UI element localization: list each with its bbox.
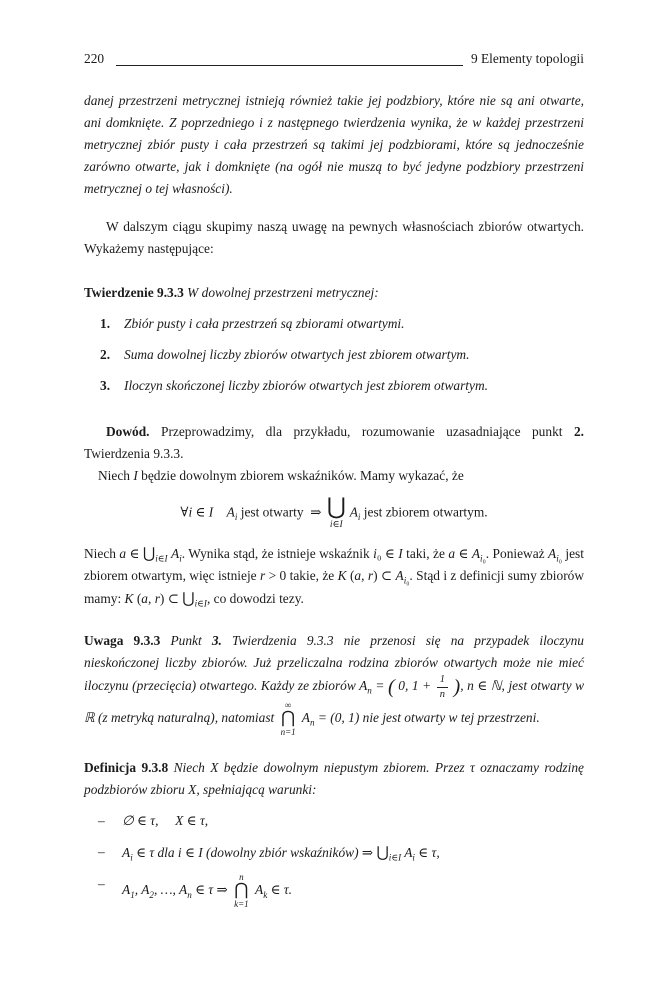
theorem-item-2 (100, 344, 584, 366)
remark-paragraph (84, 630, 584, 737)
theorem-heading (84, 282, 584, 304)
definition-condition-1 (98, 810, 584, 832)
chapter-running-title: 9 Elementy topologii (470, 51, 584, 66)
proof-intro-text: Przeprowadzimy, dla przykładu, rozumowanie uzasadniające punkt 2. Twierdzenia 9.3.3. (84, 424, 584, 461)
theorem-item-number: 1. (100, 316, 111, 331)
definition-condition-2 (98, 841, 584, 864)
dash-marker: – (98, 812, 105, 828)
theorem-label: Twierdzenie 9.3.3 (84, 285, 184, 300)
intro-paragraph: danej przestrzeni metrycznej istnieją również takie jej podzbiory, które nie są ani otwarte, ani domknięte. Z poprzedniego i z następnego twierdzenia wynika, że w każdej przestrzeni metrycznej zbiór pusty i cała przestrzeń są takimi jej podzbiorami, które są jednocześnie zarówno otwarte, jak i domknięte (na ogół nie muszą to być jedyne podzbiory przestrzeni metrycznej o tej własności). (84, 93, 584, 196)
definition-label: Definicja 9.3.8 (84, 759, 169, 775)
definition-body: Niech X będzie dowolnym niepustym zbiorem. Przez τ oznaczamy rodzinę podzbiorów zbioru X, spełniającą warunki: (84, 759, 584, 797)
proof-section (84, 421, 584, 610)
theorem-intro: W dowolnej przestrzeni metrycznej: (187, 285, 379, 300)
dash-marker: – (98, 843, 105, 859)
display-formula: ∀i ∈ I $A_i$ jest otwarty ⇒ ⋃ i∈I $A_i$ jest zbiorem otwartym. (180, 494, 488, 530)
definition-paragraph (84, 757, 584, 801)
condition-text: $A_1$, $A_2$, …, $A_n$ ∈ τ ⇒ n ⋂ k=1 $A_k$ ∈ τ. (122, 871, 292, 909)
proof-body: Niech a ∈ $⋃_{i\in I}$ $A_i$. Wynika stąd, że istnieje wskaźnik i₀ ∈ I taki, że a ∈ $A_{i_0}$. Ponieważ $A_{i_0}$ jest zbiorem otwartym, więc istnieje r > 0 takie, że K (a, r) ⊂ $A_{i_0}$. Stąd i z definicji sumy zbiorów mamy: K (a, r) ⊂ $⋃_{i\in I}$, co dowodzi tezy. (84, 543, 585, 609)
header-rule (116, 65, 463, 66)
condition-text: $A_i$ ∈ τ dla i ∈ I (dowolny zbiór wskaźników) ⇒ $⋃_{i\in I}$ $A_i$ ∈ τ, (122, 842, 440, 863)
remark-label: Uwaga 9.3.3 (84, 632, 161, 648)
overview-paragraph: W dalszym ciągu skupimy naszą uwagę na pewnych własnościach zbiorów otwartych. Wykażemy następujące: (84, 219, 584, 256)
dash-marker: – (98, 875, 105, 891)
page-header (84, 48, 584, 70)
proof-label: Dowód. (106, 424, 150, 439)
definition-9-3-8 (84, 757, 584, 909)
definition-condition-3 (98, 873, 584, 909)
theorem-item-3 (100, 375, 584, 397)
remark-9-3-3 (84, 630, 584, 737)
theorem-item-number: 3. (100, 378, 111, 393)
theorem-item-number: 2. (100, 347, 111, 362)
theorem-item-1 (100, 313, 584, 335)
theorem-item-text: Suma dowolnej liczby zbiorów otwartych jest zbiorem otwartym. (124, 347, 470, 362)
theorem-item-text: Zbiór pusty i cała przestrzeń są zbiorami otwartymi. (124, 316, 405, 331)
remark-body: Punkt 3. Twierdzenia 9.3.3 nie przenosi się na przypadek iloczynu nieskończonej liczby zbiorów. Już przeliczalna rodzina zbiorów otwartych może nie mieć iloczynu (przecięcia) otwartego. Każdy ze zbiorów $A_n$ = ( 0, 1 + $\frac{1}{n}$ ), n ∈ ℕ, jest otwarty w ℝ (z metryką naturalną), natomiast ∞ ⋂ n=1 $A_n = (0$, 1) nie jest otwarty w tej przestrzeni. (84, 632, 584, 737)
page-number: 220 (84, 51, 105, 66)
theorem-9-3-3 (84, 282, 584, 397)
proof-setup: Niech I będzie dowolnym zbiorem wskaźników. Mamy wykazać, że (98, 468, 464, 483)
proof-intro (84, 421, 584, 465)
condition-text: ∅ ∈ τ, X ∈ τ, (122, 812, 209, 828)
theorem-item-text: Iloczyn skończonej liczby zbiorów otwartych jest zbiorem otwartym. (124, 378, 488, 393)
